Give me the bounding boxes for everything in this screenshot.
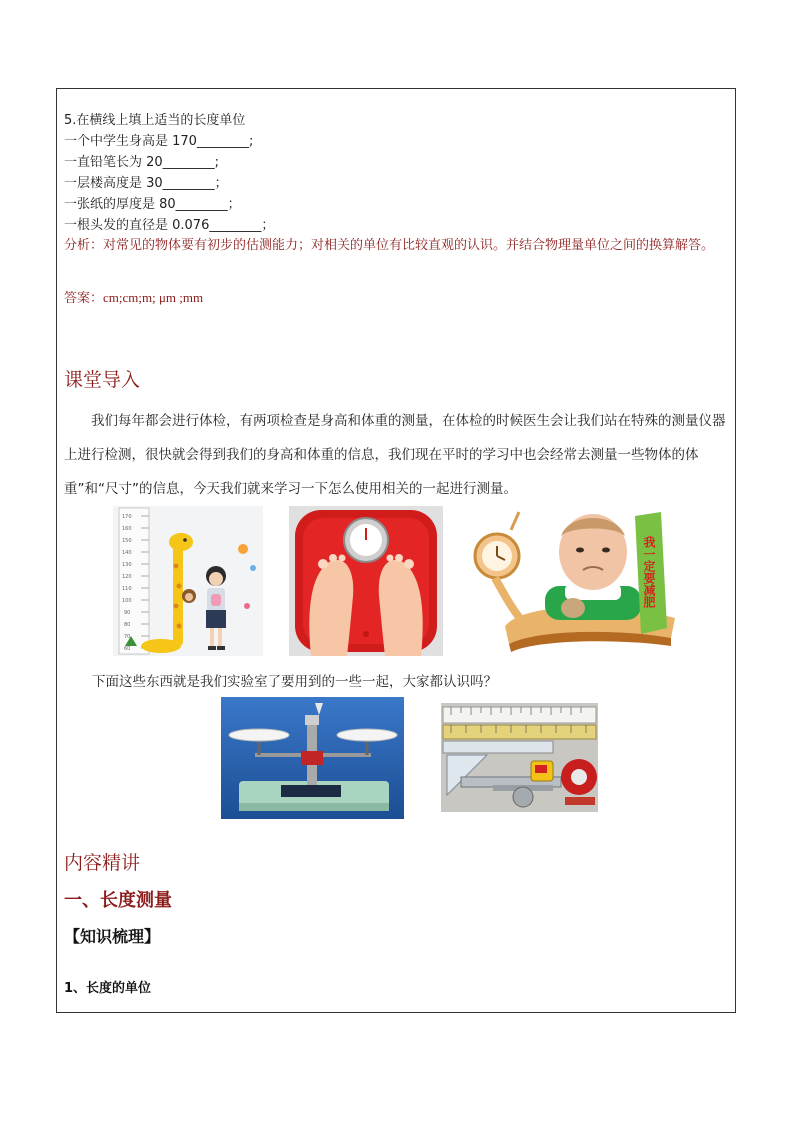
ruler-tick-label: 90 xyxy=(124,610,131,616)
ruler-tick-label: 160 xyxy=(122,526,132,532)
ruler-tick-label: 100 xyxy=(122,598,132,604)
baby-banner-text: 我一定要减肥 xyxy=(642,536,656,608)
exercise-line: 一个中学生身高是 170________; xyxy=(64,134,254,149)
measuring-tools-image xyxy=(441,703,598,812)
section-heading: 一、长度测量 xyxy=(64,890,172,911)
scale-feet-image xyxy=(289,506,443,656)
item-heading: 1、长度的单位 xyxy=(64,981,152,996)
exercise-answer: 答案：cm;cm;m; μm ;mm xyxy=(64,290,204,305)
balance-scale-image xyxy=(221,697,404,819)
ruler-tick-label: 120 xyxy=(122,574,132,580)
ruler-tick-label: 130 xyxy=(122,562,132,568)
ruler-tick-label: 150 xyxy=(122,538,132,544)
intro-heading: 课堂导入 xyxy=(64,369,141,391)
ruler-tick-label: 80 xyxy=(124,622,131,628)
knowledge-heading: 【知识梳理】 xyxy=(64,927,161,946)
exercise-title: 5.在横线上填上适当的长度单位 xyxy=(64,113,246,128)
height-chart-image xyxy=(113,506,263,656)
exercise-analysis: 分析：对常见的物体要有初步的估测能力；对相关的单位有比较直观的认识。并结合物理量单位之间的换算解答。 xyxy=(64,238,715,253)
followup-paragraph: 下面这些东西就是我们实验室了要用到的一些一起，大家都认识吗？ xyxy=(92,674,497,690)
exercise-line: 一直铅笔长为 20________; xyxy=(64,155,220,170)
exercise-line: 一张纸的厚度是 80________； xyxy=(64,197,241,212)
ruler-tick-label: 60 xyxy=(124,646,131,652)
ruler-tick-label: 70 xyxy=(124,634,131,640)
intro-paragraph: 我们每年都会进行体检，有两项检查是身高和体重的测量，在体检的时候医生会让我们站在特殊的测量仪器上进行检测，很快就会得到我们的身高和体重的信息，我们现在平时的学习中也会经常去测量一些物体的体重”和“尺寸”的信息，今天我们就来学习一下怎么使用相关的一起进行测量。 xyxy=(64,413,726,497)
exercise-line: 一层楼高度是 30________； xyxy=(64,176,228,191)
ruler-tick-label: 140 xyxy=(122,550,132,556)
ruler-tick-label: 170 xyxy=(122,514,132,520)
baby-clock-image xyxy=(465,506,677,654)
ruler-tick-label: 110 xyxy=(122,586,132,592)
exercise-line: 一根头发的直径是 0.076________； xyxy=(64,218,275,233)
content-heading: 内容精讲 xyxy=(64,852,141,874)
